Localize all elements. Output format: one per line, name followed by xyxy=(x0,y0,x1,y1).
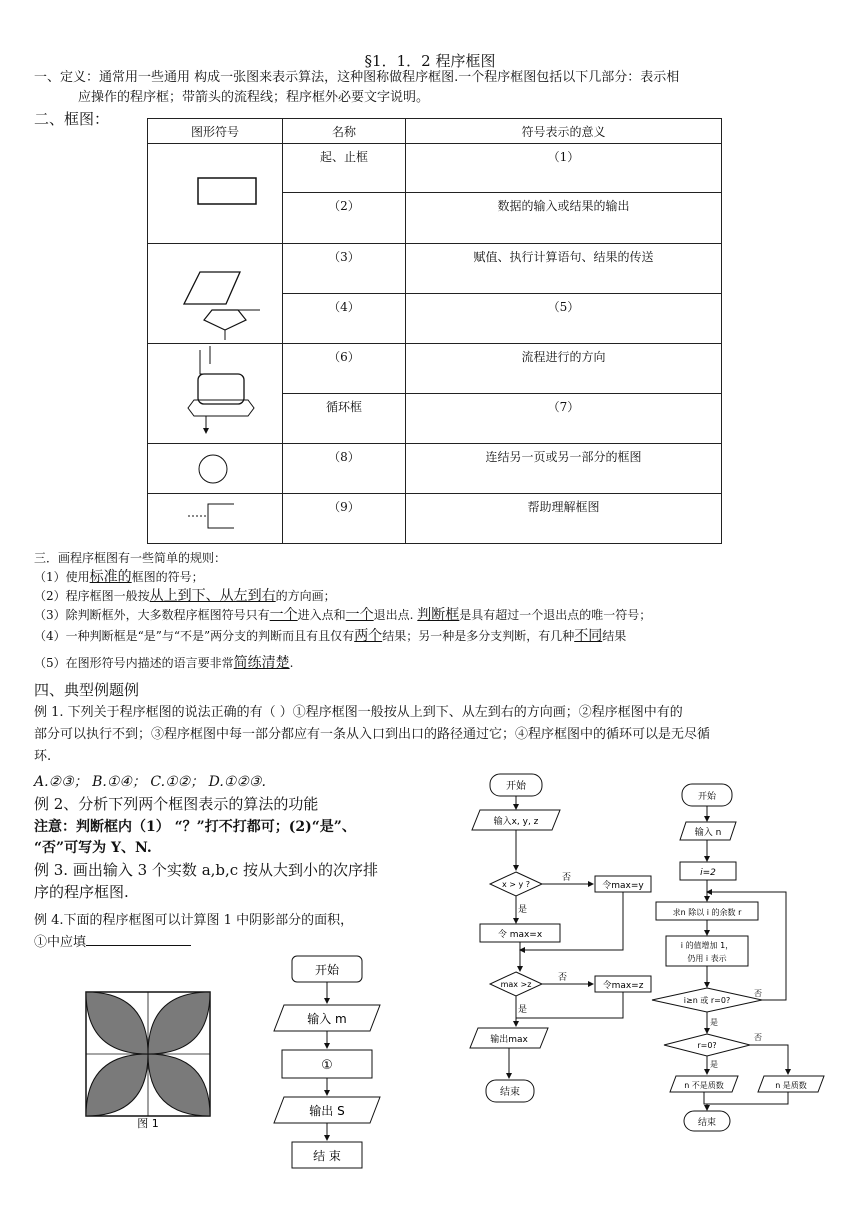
flowA-cond1-label: x > y ? xyxy=(501,880,531,889)
table-cell: 起、止框 xyxy=(283,144,406,193)
rule-text: （5）在图形符号内描述的语言要非常 xyxy=(34,656,234,670)
figure-1 xyxy=(84,990,212,1130)
answer-blank[interactable] xyxy=(86,933,191,946)
flowB-no1: 否 xyxy=(754,989,762,998)
terminal-symbol-cell xyxy=(148,144,283,244)
flow4-output-label: 输出 S xyxy=(309,1104,345,1118)
flowA-output-label: 输出max xyxy=(490,1035,528,1045)
flowB-inc-label-2: 仍用 i 表示 xyxy=(687,954,727,963)
rule-text: （2）程序框图一般按 xyxy=(34,589,150,603)
rule-emphasis: 一个 xyxy=(269,607,298,623)
rule-text: （1）使用 xyxy=(34,570,90,584)
example-4-prompt: ①中应填 xyxy=(34,935,87,950)
terminal-symbol-icon xyxy=(150,144,280,240)
flowA-no1: 否 xyxy=(562,873,572,883)
example-2: 例 2、分析下列两个框图表示的算法的功能 xyxy=(34,795,319,813)
flow4-input-label: 输入 m xyxy=(307,1012,347,1026)
rule-text: 结果；另一种是多分支判断，有几种 xyxy=(382,629,575,643)
example-4-line-1: 例 4.下面的程序框图可以计算图 1 中阴影部分的面积， xyxy=(34,913,354,928)
example-1-line-3: 环. xyxy=(34,749,52,764)
flowchart-prime xyxy=(650,778,840,1138)
table-cell: 帮助理解框图 xyxy=(406,494,722,544)
rules-heading: 三．画程序框图有一些简单的规则： xyxy=(34,551,227,565)
rule-text: 的方向画； xyxy=(275,589,336,603)
table-cell: （9） xyxy=(283,494,406,544)
rule-2 xyxy=(34,587,336,606)
flowB-prime-label: n 是质数 xyxy=(775,1081,807,1090)
table-cell: （2） xyxy=(283,192,406,243)
rule-3 xyxy=(34,606,651,625)
rule-emphasis: 标准的 xyxy=(89,569,132,585)
table-header: 符号表示的意义 xyxy=(406,119,722,144)
flowA-set3-label: 令max=z xyxy=(602,981,644,991)
flowB-end-label: 结束 xyxy=(697,1118,717,1128)
flowB-cond1-label: i≥n 或 r=0? xyxy=(683,996,731,1005)
flow4-end-label: 结 束 xyxy=(313,1149,341,1163)
flowB-no2: 否 xyxy=(754,1033,762,1042)
example-4-line-2 xyxy=(34,933,191,952)
flowB-yes2: 是 xyxy=(710,1060,718,1069)
table-cell: 赋值、执行计算语句、结果的传送 xyxy=(406,244,722,294)
rule-emphasis: 判断框 xyxy=(417,607,460,623)
table-cell: （6） xyxy=(283,344,406,394)
rule-text: 是具有超过一个退出点的唯一符号； xyxy=(459,608,652,622)
rule-text: 结果 xyxy=(602,629,627,643)
connector-circle-icon xyxy=(150,444,280,490)
table-cell: （5） xyxy=(406,294,722,344)
rule-5 xyxy=(34,654,293,673)
table-header: 图形符号 xyxy=(148,119,283,144)
flowA-cond2-label: max >z xyxy=(500,980,532,989)
rule-text: （4）一种判断框是“是”与“不是”两分支的判断而且有且仅有 xyxy=(34,629,355,643)
annotation-cell xyxy=(148,494,283,544)
flowA-set2-label: 令 max=x xyxy=(497,930,543,940)
rule-text: 退出点. xyxy=(373,608,418,622)
flowA-start-label: 开始 xyxy=(506,781,526,792)
connector-cell xyxy=(148,444,283,494)
note-line-1: 注意：判断框内（1） “？”打不打都可；(2)“是”、 xyxy=(34,819,356,835)
flowA-yes1: 是 xyxy=(518,905,528,915)
rule-4 xyxy=(34,627,626,646)
rule-1 xyxy=(34,568,204,587)
rule-text: . xyxy=(289,656,294,670)
section-4-heading: 四、典型例题例 xyxy=(34,681,140,699)
example-3-line-1: 例 3. 画出输入 3 个实数 a,b,c 按从大到小的次序排 xyxy=(34,861,378,879)
flowB-rem-label: 求n 除以 i 的余数 r xyxy=(672,908,742,917)
flowB-init-label: i=2 xyxy=(700,868,716,878)
table-header: 名称 xyxy=(283,119,406,144)
rule-emphasis: 从上到下、从左到右 xyxy=(149,588,276,604)
flowchart-max xyxy=(460,768,675,1108)
example-1-options: A.②③； B.①④； C.①②； D.①②③. xyxy=(34,774,266,790)
figure-1-caption: 图 1 xyxy=(137,1117,159,1130)
table-cell: （4） xyxy=(283,294,406,344)
flowA-set1-label: 令max=y xyxy=(602,881,644,891)
example-1-line-2: 部分可以执行不到；③程序框图中每一部分都应有一条从入口到出口的路径通过它；④程序框图中的循环可以是无尽循 xyxy=(34,727,711,742)
definition-line-1: 一、定义：通常用一些通用 构成一张图来表示算法，这种图称做程序框图.一个程序框图包括以下几部分：表示相 xyxy=(34,70,680,85)
loop-symbol-icon xyxy=(150,344,280,440)
example-1-line-1: 例 1. 下列关于程序框图的说法正确的有（ ）①程序框图一般按从上到下、从左到右的方向画；②程序框图中有的 xyxy=(34,705,683,720)
parallelogram-diamond-cell xyxy=(148,244,283,344)
flowB-inc-label-1: i 的值增加 1， xyxy=(680,941,734,950)
section-2-label: 二、框图： xyxy=(34,110,110,128)
flowB-input-label: 输入 n xyxy=(694,828,722,838)
table-cell: 数据的输入或结果的输出 xyxy=(406,192,722,243)
flow4-start-label: 开始 xyxy=(314,963,340,977)
table-cell: （8） xyxy=(283,444,406,494)
table-cell: 连结另一页或另一部分的框图 xyxy=(406,444,722,494)
flowA-yes2: 是 xyxy=(518,1005,528,1015)
annotation-bracket-icon xyxy=(150,494,280,540)
rule-text: 进入点和 xyxy=(297,608,346,622)
table-cell: （1） xyxy=(406,144,722,193)
rule-emphasis: 两个 xyxy=(354,628,383,644)
rule-emphasis: 一个 xyxy=(345,607,374,623)
flowB-start-label: 开始 xyxy=(697,792,717,802)
example-3-line-2: 序的程序框图. xyxy=(34,883,129,901)
flowA-no2: 否 xyxy=(558,973,568,983)
flowB-cond2-label: r=0? xyxy=(697,1041,717,1050)
rule-emphasis: 不同 xyxy=(574,628,603,644)
note-line-2: “否”可写为 Y、N. xyxy=(34,840,152,856)
rule-text: （3）除判断框外，大多数程序框图符号只有 xyxy=(34,608,270,622)
table-cell: 循环框 xyxy=(283,394,406,444)
table-cell: （7） xyxy=(406,394,722,444)
flowchart-example-4 xyxy=(262,950,392,1175)
symbol-table xyxy=(147,118,722,544)
page-title: §1．1．2 程序框图 xyxy=(364,52,496,70)
flowline-loop-cell xyxy=(148,344,283,444)
flowA-input-label: 输入x, y, z xyxy=(493,817,539,827)
table-cell: 流程进行的方向 xyxy=(406,344,722,394)
flowB-yes1: 是 xyxy=(710,1018,718,1027)
flowA-end-label: 结束 xyxy=(500,1087,520,1098)
definition-line-2: 应操作的程序框；带箭头的流程线；程序框外必要文字说明。 xyxy=(78,90,430,105)
rule-emphasis: 简练清楚 xyxy=(233,655,290,671)
parallelogram-decision-icon xyxy=(150,244,280,340)
rule-text: 框图的符号； xyxy=(131,570,204,584)
table-cell: （3） xyxy=(283,244,406,294)
flowB-notprime-label: n 不是质数 xyxy=(684,1081,724,1090)
flow4-process-label: ① xyxy=(321,1058,333,1073)
